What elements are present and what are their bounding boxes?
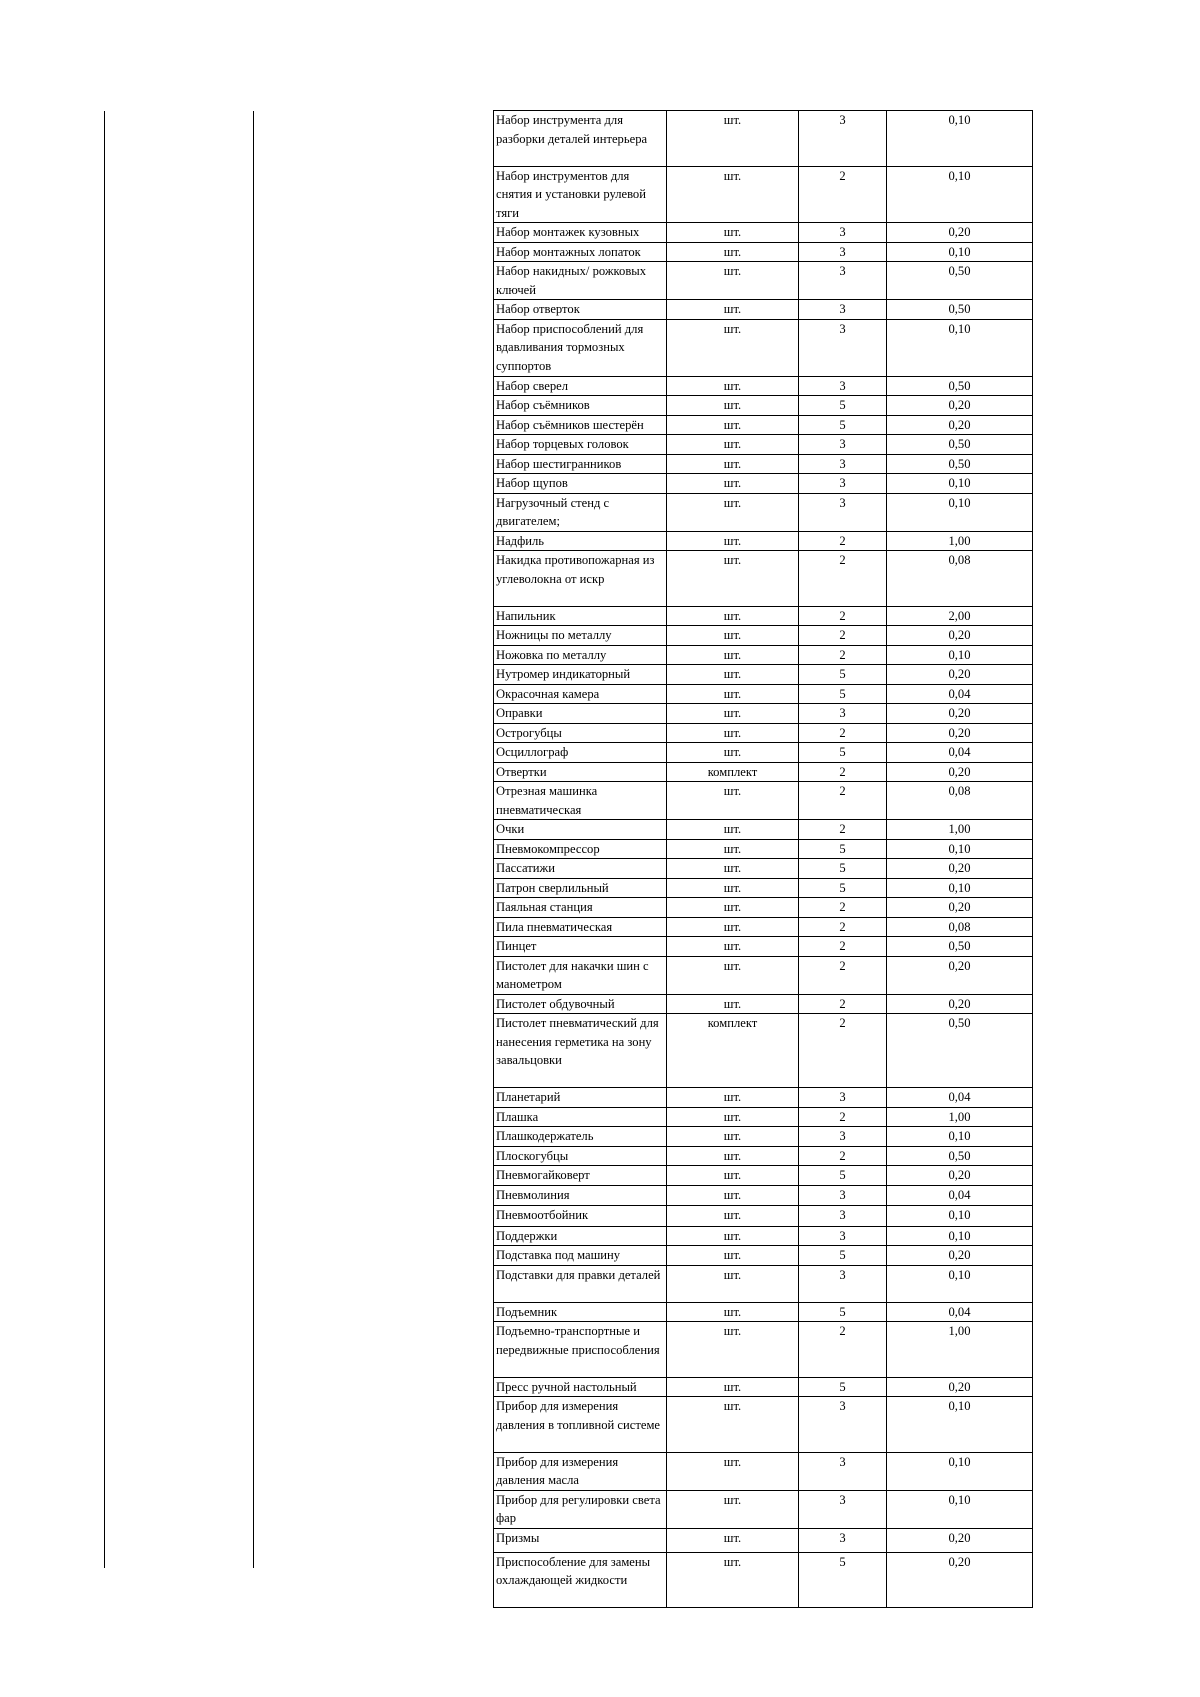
coefficient-cell: 0,10 bbox=[887, 493, 1033, 531]
quantity-cell: 3 bbox=[799, 474, 887, 494]
table-row bbox=[494, 665, 1033, 685]
unit-cell: шт. bbox=[667, 1226, 799, 1246]
table-row bbox=[494, 493, 1033, 531]
quantity-cell: 3 bbox=[799, 1226, 887, 1246]
unit-cell: комплект bbox=[667, 762, 799, 782]
table-row bbox=[494, 606, 1033, 626]
table-row bbox=[494, 474, 1033, 494]
quantity-cell: 2 bbox=[799, 1014, 887, 1088]
quantity-cell: 2 bbox=[799, 937, 887, 957]
item-name-cell: Набор инструмента для разборки деталей интерьера bbox=[494, 111, 667, 167]
unit-cell: шт. bbox=[667, 1302, 799, 1322]
quantity-cell: 3 bbox=[799, 1397, 887, 1453]
coefficient-cell: 0,20 bbox=[887, 1528, 1033, 1552]
unit-cell: шт. bbox=[667, 1166, 799, 1186]
coefficient-cell: 1,00 bbox=[887, 1322, 1033, 1378]
item-name-cell: Паяльная станция bbox=[494, 898, 667, 918]
coefficient-cell: 0,20 bbox=[887, 704, 1033, 724]
coefficient-cell: 0,08 bbox=[887, 551, 1033, 607]
item-name-cell: Пинцет bbox=[494, 937, 667, 957]
unit-cell: шт. bbox=[667, 1127, 799, 1147]
item-name-cell: Прибор для измерения давления в топливной системе bbox=[494, 1397, 667, 1453]
quantity-cell: 5 bbox=[799, 878, 887, 898]
item-name-cell: Пила пневматическая bbox=[494, 917, 667, 937]
table-row bbox=[494, 1088, 1033, 1108]
table-row bbox=[494, 878, 1033, 898]
quantity-cell: 5 bbox=[799, 1166, 887, 1186]
quantity-cell: 3 bbox=[799, 493, 887, 531]
table-row bbox=[494, 626, 1033, 646]
unit-cell: шт. bbox=[667, 723, 799, 743]
quantity-cell: 3 bbox=[799, 435, 887, 455]
item-name-cell: Напильник bbox=[494, 606, 667, 626]
item-name-cell: Пистолет пневматический для нанесения герметика на зону завальцовки bbox=[494, 1014, 667, 1088]
quantity-cell: 3 bbox=[799, 1088, 887, 1108]
unit-cell: шт. bbox=[667, 839, 799, 859]
table-row bbox=[494, 454, 1033, 474]
item-name-cell: Пресс ручной настольный bbox=[494, 1377, 667, 1397]
quantity-cell: 3 bbox=[799, 223, 887, 243]
quantity-cell: 5 bbox=[799, 839, 887, 859]
coefficient-cell: 0,20 bbox=[887, 1552, 1033, 1608]
unit-cell: шт. bbox=[667, 493, 799, 531]
unit-cell: шт. bbox=[667, 782, 799, 820]
item-name-cell: Набор сверел bbox=[494, 376, 667, 396]
table-row bbox=[494, 111, 1033, 167]
table-row bbox=[494, 1490, 1033, 1528]
quantity-cell: 2 bbox=[799, 531, 887, 551]
unit-cell: шт. bbox=[667, 300, 799, 320]
unit-cell: шт. bbox=[667, 626, 799, 646]
item-name-cell: Острогубцы bbox=[494, 723, 667, 743]
item-name-cell: Накидка противопожарная из углеволокна от искр bbox=[494, 551, 667, 607]
table-row bbox=[494, 435, 1033, 455]
unit-cell: шт. bbox=[667, 1146, 799, 1166]
coefficient-cell: 0,10 bbox=[887, 1206, 1033, 1226]
coefficient-cell: 0,10 bbox=[887, 1397, 1033, 1453]
unit-cell: шт. bbox=[667, 1088, 799, 1108]
coefficient-cell: 0,20 bbox=[887, 1246, 1033, 1266]
quantity-cell: 2 bbox=[799, 956, 887, 994]
item-name-cell: Пассатижи bbox=[494, 859, 667, 879]
item-name-cell: Набор отверток bbox=[494, 300, 667, 320]
coefficient-cell: 0,50 bbox=[887, 376, 1033, 396]
quantity-cell: 3 bbox=[799, 319, 887, 376]
item-name-cell: Пистолет для накачки шин с манометром bbox=[494, 956, 667, 994]
unit-cell: шт. bbox=[667, 917, 799, 937]
item-name-cell: Отрезная машинка пневматическая bbox=[494, 782, 667, 820]
equipment-table-body bbox=[494, 111, 1033, 1608]
quantity-cell: 3 bbox=[799, 704, 887, 724]
quantity-cell: 2 bbox=[799, 994, 887, 1014]
unit-cell: шт. bbox=[667, 166, 799, 223]
item-name-cell: Пневмогайковерт bbox=[494, 1166, 667, 1186]
item-name-cell: Ножовка по металлу bbox=[494, 645, 667, 665]
table-row bbox=[494, 1246, 1033, 1266]
item-name-cell: Пневмоотбойник bbox=[494, 1206, 667, 1226]
item-name-cell: Призмы bbox=[494, 1528, 667, 1552]
column-divider-line bbox=[253, 111, 254, 1568]
unit-cell: шт. bbox=[667, 665, 799, 685]
quantity-cell: 5 bbox=[799, 1246, 887, 1266]
coefficient-cell: 0,10 bbox=[887, 242, 1033, 262]
unit-cell: шт. bbox=[667, 1107, 799, 1127]
unit-cell: шт. bbox=[667, 396, 799, 416]
unit-cell: шт. bbox=[667, 1246, 799, 1266]
unit-cell: шт. bbox=[667, 704, 799, 724]
unit-cell: шт. bbox=[667, 898, 799, 918]
item-name-cell: Нутромер индикаторный bbox=[494, 665, 667, 685]
coefficient-cell: 0,08 bbox=[887, 917, 1033, 937]
table-row bbox=[494, 1265, 1033, 1302]
item-name-cell: Подъемник bbox=[494, 1302, 667, 1322]
coefficient-cell: 0,20 bbox=[887, 223, 1033, 243]
quantity-cell: 5 bbox=[799, 396, 887, 416]
coefficient-cell: 0,50 bbox=[887, 435, 1033, 455]
coefficient-cell: 0,10 bbox=[887, 319, 1033, 376]
table-row bbox=[494, 1206, 1033, 1226]
item-name-cell: Плоскогубцы bbox=[494, 1146, 667, 1166]
coefficient-cell: 0,20 bbox=[887, 1166, 1033, 1186]
quantity-cell: 5 bbox=[799, 684, 887, 704]
coefficient-cell: 0,20 bbox=[887, 956, 1033, 994]
quantity-cell: 3 bbox=[799, 1185, 887, 1205]
item-name-cell: Отвертки bbox=[494, 762, 667, 782]
table-row bbox=[494, 1146, 1033, 1166]
unit-cell: шт. bbox=[667, 242, 799, 262]
unit-cell: шт. bbox=[667, 1452, 799, 1490]
item-name-cell: Надфиль bbox=[494, 531, 667, 551]
item-name-cell: Патрон сверлильный bbox=[494, 878, 667, 898]
coefficient-cell: 0,20 bbox=[887, 859, 1033, 879]
quantity-cell: 3 bbox=[799, 1528, 887, 1552]
unit-cell: шт. bbox=[667, 319, 799, 376]
table-row bbox=[494, 396, 1033, 416]
item-name-cell: Окрасочная камера bbox=[494, 684, 667, 704]
item-name-cell: Оправки bbox=[494, 704, 667, 724]
unit-cell: комплект bbox=[667, 1014, 799, 1088]
table-row bbox=[494, 166, 1033, 223]
item-name-cell: Подставка под машину bbox=[494, 1246, 667, 1266]
table-row bbox=[494, 415, 1033, 435]
item-name-cell: Набор монтажек кузовных bbox=[494, 223, 667, 243]
item-name-cell: Очки bbox=[494, 820, 667, 840]
coefficient-cell: 0,20 bbox=[887, 994, 1033, 1014]
quantity-cell: 5 bbox=[799, 415, 887, 435]
coefficient-cell: 0,10 bbox=[887, 1127, 1033, 1147]
table-row bbox=[494, 1322, 1033, 1378]
quantity-cell: 3 bbox=[799, 242, 887, 262]
table-row bbox=[494, 223, 1033, 243]
coefficient-cell: 0,50 bbox=[887, 1146, 1033, 1166]
quantity-cell: 2 bbox=[799, 626, 887, 646]
quantity-cell: 3 bbox=[799, 1490, 887, 1528]
quantity-cell: 3 bbox=[799, 262, 887, 300]
table-row bbox=[494, 859, 1033, 879]
quantity-cell: 3 bbox=[799, 1127, 887, 1147]
table-row bbox=[494, 242, 1033, 262]
unit-cell: шт. bbox=[667, 1528, 799, 1552]
table-row bbox=[494, 262, 1033, 300]
table-row bbox=[494, 1397, 1033, 1453]
coefficient-cell: 0,50 bbox=[887, 1014, 1033, 1088]
item-name-cell: Планетарий bbox=[494, 1088, 667, 1108]
table-row bbox=[494, 898, 1033, 918]
quantity-cell: 3 bbox=[799, 1265, 887, 1302]
coefficient-cell: 0,04 bbox=[887, 1302, 1033, 1322]
item-name-cell: Набор съёмников bbox=[494, 396, 667, 416]
quantity-cell: 2 bbox=[799, 917, 887, 937]
item-name-cell: Набор монтажных лопаток bbox=[494, 242, 667, 262]
table-row bbox=[494, 839, 1033, 859]
unit-cell: шт. bbox=[667, 820, 799, 840]
item-name-cell: Подставки для правки деталей bbox=[494, 1265, 667, 1302]
item-name-cell: Приспособление для замены охлаждающей жидкости bbox=[494, 1552, 667, 1608]
item-name-cell: Набор шестигранников bbox=[494, 454, 667, 474]
table-row bbox=[494, 551, 1033, 607]
unit-cell: шт. bbox=[667, 1265, 799, 1302]
unit-cell: шт. bbox=[667, 1490, 799, 1528]
quantity-cell: 2 bbox=[799, 820, 887, 840]
unit-cell: шт. bbox=[667, 111, 799, 167]
item-name-cell: Поддержки bbox=[494, 1226, 667, 1246]
item-name-cell: Пневмокомпрессор bbox=[494, 839, 667, 859]
item-name-cell: Прибор для регулировки света фар bbox=[494, 1490, 667, 1528]
coefficient-cell: 0,50 bbox=[887, 262, 1033, 300]
unit-cell: шт. bbox=[667, 606, 799, 626]
quantity-cell: 2 bbox=[799, 1146, 887, 1166]
coefficient-cell: 0,50 bbox=[887, 937, 1033, 957]
quantity-cell: 3 bbox=[799, 376, 887, 396]
table-row bbox=[494, 531, 1033, 551]
unit-cell: шт. bbox=[667, 1206, 799, 1226]
coefficient-cell: 0,10 bbox=[887, 1226, 1033, 1246]
table-row bbox=[494, 994, 1033, 1014]
table-row bbox=[494, 1166, 1033, 1186]
table-row bbox=[494, 743, 1033, 763]
quantity-cell: 5 bbox=[799, 1552, 887, 1608]
unit-cell: шт. bbox=[667, 1397, 799, 1453]
quantity-cell: 3 bbox=[799, 300, 887, 320]
item-name-cell: Набор щупов bbox=[494, 474, 667, 494]
unit-cell: шт. bbox=[667, 1552, 799, 1608]
item-name-cell: Осциллограф bbox=[494, 743, 667, 763]
quantity-cell: 2 bbox=[799, 166, 887, 223]
equipment-table bbox=[493, 110, 1033, 1608]
coefficient-cell: 0,10 bbox=[887, 839, 1033, 859]
left-border-line bbox=[104, 111, 105, 1568]
table-row bbox=[494, 376, 1033, 396]
table-row bbox=[494, 917, 1033, 937]
table-row bbox=[494, 704, 1033, 724]
table-row bbox=[494, 1127, 1033, 1147]
unit-cell: шт. bbox=[667, 262, 799, 300]
quantity-cell: 5 bbox=[799, 1377, 887, 1397]
table-row bbox=[494, 1377, 1033, 1397]
item-name-cell: Набор съёмников шестерён bbox=[494, 415, 667, 435]
quantity-cell: 3 bbox=[799, 111, 887, 167]
quantity-cell: 2 bbox=[799, 645, 887, 665]
item-name-cell: Набор накидных/ рожковых ключей bbox=[494, 262, 667, 300]
unit-cell: шт. bbox=[667, 684, 799, 704]
quantity-cell: 3 bbox=[799, 454, 887, 474]
quantity-cell: 3 bbox=[799, 1452, 887, 1490]
item-name-cell: Пистолет обдувочный bbox=[494, 994, 667, 1014]
table-row bbox=[494, 684, 1033, 704]
unit-cell: шт. bbox=[667, 956, 799, 994]
coefficient-cell: 0,20 bbox=[887, 396, 1033, 416]
coefficient-cell: 0,20 bbox=[887, 762, 1033, 782]
table-row bbox=[494, 782, 1033, 820]
quantity-cell: 5 bbox=[799, 1302, 887, 1322]
unit-cell: шт. bbox=[667, 645, 799, 665]
unit-cell: шт. bbox=[667, 223, 799, 243]
unit-cell: шт. bbox=[667, 415, 799, 435]
coefficient-cell: 0,20 bbox=[887, 665, 1033, 685]
unit-cell: шт. bbox=[667, 994, 799, 1014]
item-name-cell: Прибор для измерения давления масла bbox=[494, 1452, 667, 1490]
unit-cell: шт. bbox=[667, 1185, 799, 1205]
item-name-cell: Набор приспособлений для вдавливания тормозных суппортов bbox=[494, 319, 667, 376]
table-row bbox=[494, 723, 1033, 743]
coefficient-cell: 0,20 bbox=[887, 898, 1033, 918]
quantity-cell: 2 bbox=[799, 1107, 887, 1127]
coefficient-cell: 0,10 bbox=[887, 474, 1033, 494]
coefficient-cell: 1,00 bbox=[887, 1107, 1033, 1127]
coefficient-cell: 0,04 bbox=[887, 684, 1033, 704]
item-name-cell: Нагрузочный стенд с двигателем; bbox=[494, 493, 667, 531]
coefficient-cell: 0,10 bbox=[887, 166, 1033, 223]
table-row bbox=[494, 1014, 1033, 1088]
quantity-cell: 2 bbox=[799, 1322, 887, 1378]
table-row bbox=[494, 319, 1033, 376]
coefficient-cell: 0,10 bbox=[887, 1452, 1033, 1490]
coefficient-cell: 0,10 bbox=[887, 111, 1033, 167]
unit-cell: шт. bbox=[667, 474, 799, 494]
coefficient-cell: 0,10 bbox=[887, 645, 1033, 665]
quantity-cell: 2 bbox=[799, 723, 887, 743]
quantity-cell: 3 bbox=[799, 1206, 887, 1226]
unit-cell: шт. bbox=[667, 1322, 799, 1378]
table-row bbox=[494, 1185, 1033, 1205]
unit-cell: шт. bbox=[667, 937, 799, 957]
unit-cell: шт. bbox=[667, 454, 799, 474]
quantity-cell: 5 bbox=[799, 743, 887, 763]
table-row bbox=[494, 1226, 1033, 1246]
item-name-cell: Плашка bbox=[494, 1107, 667, 1127]
table-row bbox=[494, 645, 1033, 665]
table-row bbox=[494, 1302, 1033, 1322]
unit-cell: шт. bbox=[667, 743, 799, 763]
coefficient-cell: 0,10 bbox=[887, 878, 1033, 898]
coefficient-cell: 0,10 bbox=[887, 1265, 1033, 1302]
table-row bbox=[494, 956, 1033, 994]
item-name-cell: Плашкодержатель bbox=[494, 1127, 667, 1147]
table-row bbox=[494, 762, 1033, 782]
coefficient-cell: 1,00 bbox=[887, 820, 1033, 840]
coefficient-cell: 0,50 bbox=[887, 454, 1033, 474]
coefficient-cell: 0,10 bbox=[887, 1490, 1033, 1528]
quantity-cell: 5 bbox=[799, 665, 887, 685]
table-row bbox=[494, 1107, 1033, 1127]
table-row bbox=[494, 937, 1033, 957]
unit-cell: шт. bbox=[667, 859, 799, 879]
coefficient-cell: 0,04 bbox=[887, 1185, 1033, 1205]
quantity-cell: 2 bbox=[799, 762, 887, 782]
unit-cell: шт. bbox=[667, 531, 799, 551]
coefficient-cell: 0,20 bbox=[887, 415, 1033, 435]
unit-cell: шт. bbox=[667, 551, 799, 607]
unit-cell: шт. bbox=[667, 435, 799, 455]
item-name-cell: Набор торцевых головок bbox=[494, 435, 667, 455]
unit-cell: шт. bbox=[667, 376, 799, 396]
quantity-cell: 5 bbox=[799, 859, 887, 879]
coefficient-cell: 0,08 bbox=[887, 782, 1033, 820]
item-name-cell: Пневмолиния bbox=[494, 1185, 667, 1205]
coefficient-cell: 0,20 bbox=[887, 723, 1033, 743]
coefficient-cell: 0,20 bbox=[887, 1377, 1033, 1397]
table-row bbox=[494, 1552, 1033, 1608]
coefficient-cell: 1,00 bbox=[887, 531, 1033, 551]
coefficient-cell: 0,20 bbox=[887, 626, 1033, 646]
unit-cell: шт. bbox=[667, 1377, 799, 1397]
quantity-cell: 2 bbox=[799, 898, 887, 918]
coefficient-cell: 0,04 bbox=[887, 1088, 1033, 1108]
quantity-cell: 2 bbox=[799, 606, 887, 626]
item-name-cell: Набор инструментов для снятия и установки рулевой тяги bbox=[494, 166, 667, 223]
coefficient-cell: 0,50 bbox=[887, 300, 1033, 320]
item-name-cell: Подъемно-транспортные и передвижные приспособления bbox=[494, 1322, 667, 1378]
table-row bbox=[494, 300, 1033, 320]
table-row bbox=[494, 1528, 1033, 1552]
table-row bbox=[494, 820, 1033, 840]
quantity-cell: 2 bbox=[799, 551, 887, 607]
table-row bbox=[494, 1452, 1033, 1490]
item-name-cell: Ножницы по металлу bbox=[494, 626, 667, 646]
quantity-cell: 2 bbox=[799, 782, 887, 820]
coefficient-cell: 2,00 bbox=[887, 606, 1033, 626]
coefficient-cell: 0,04 bbox=[887, 743, 1033, 763]
unit-cell: шт. bbox=[667, 878, 799, 898]
